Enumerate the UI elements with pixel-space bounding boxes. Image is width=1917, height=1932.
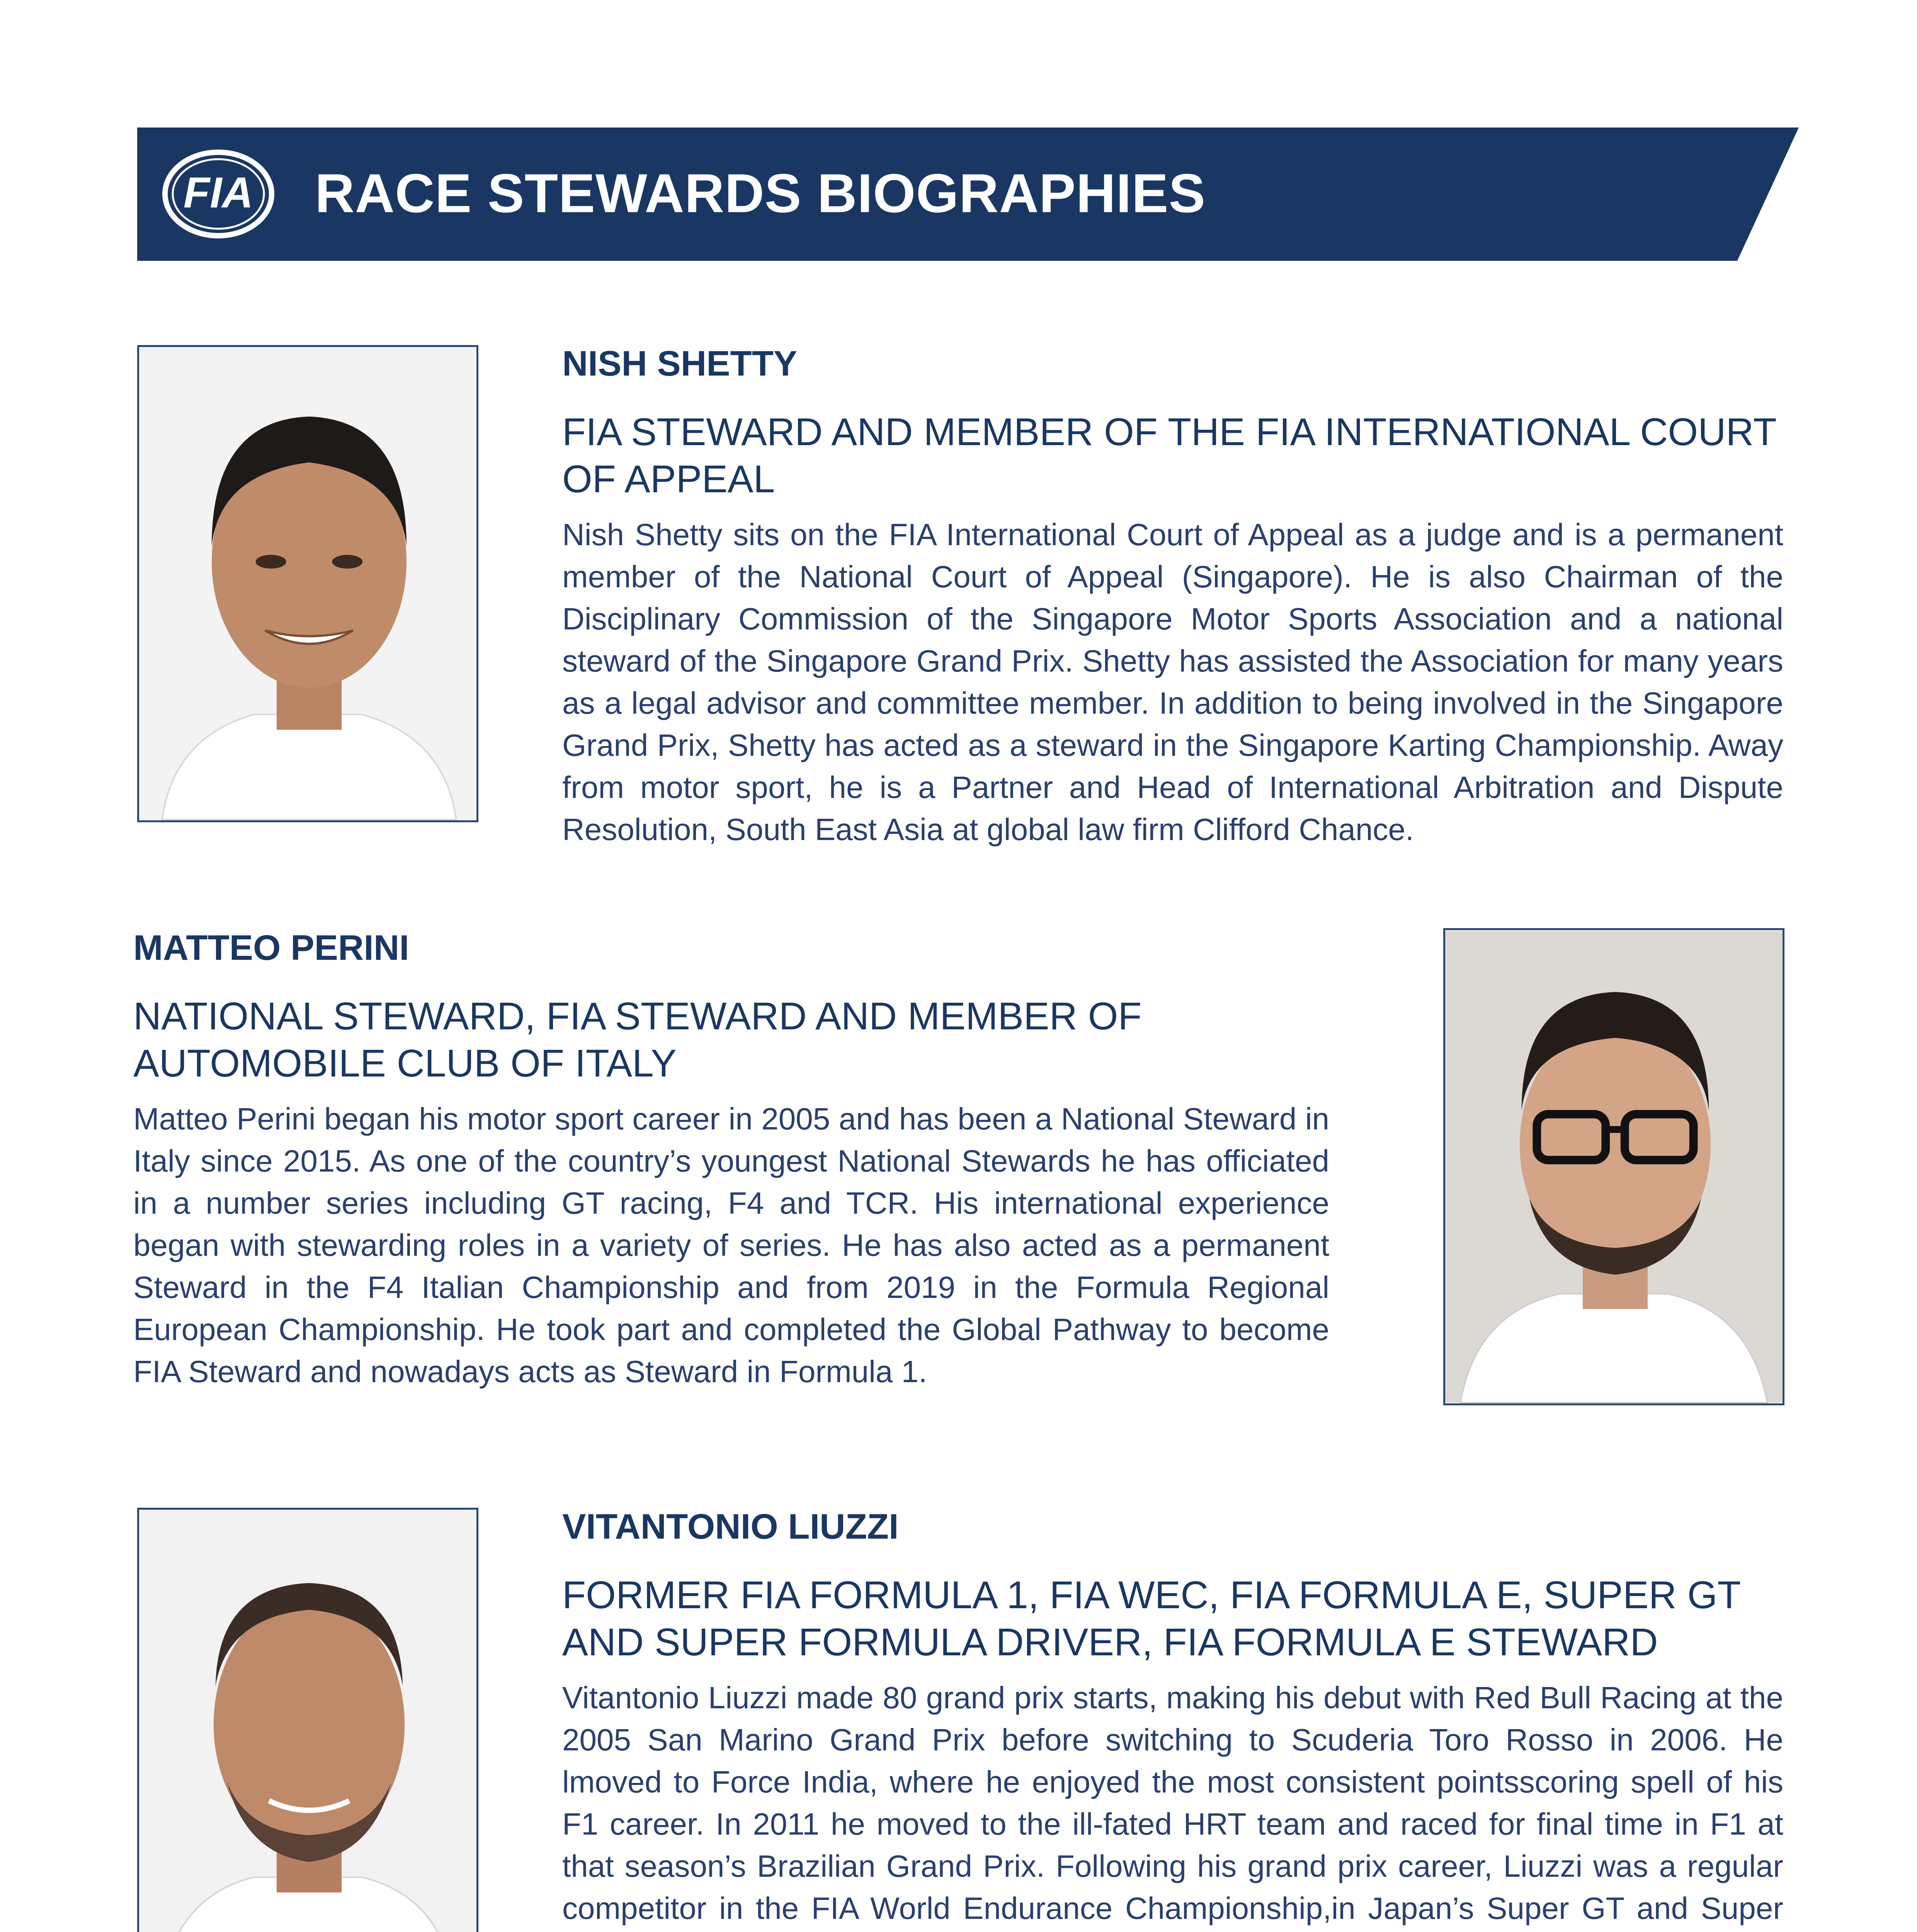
- steward-role: NATIONAL STEWARD, FIA STEWARD AND MEMBER OF AUTOMOBILE CLUB OF ITALY: [133, 995, 1142, 1085]
- fia-logo: [162, 149, 274, 240]
- steward-bio: Vitantonio Liuzzi made 80 grand prix starts, making his debut with Red Bull Racing at the 2005 San Marino Grand Prix before switching to Scuderia Toro Rosso in 2006. He lmoved to Force India, where he enjoyed the most consistent pointsscoring spell of his F1 career. In 2011 he moved to the ill-fated HRT team and raced for final time in F1 at that season’s Brazilian Grand Prix. Following his grand prix career, Liuzzi was a regular competitor in the FIA World Endurance Championship,in Japan’s Super GT and Super: [562, 1680, 1783, 1925]
- steward-card-3: [562, 1509, 1783, 1932]
- steward-card-2: [133, 930, 1329, 1393]
- steward-bio: Nish Shetty sits on the FIA International Court of Appeal as a judge and is a permanent member of the National Court of Appeal (Singapore). He is also Chairman of the Disciplinary Commission of the Singapore Motor Sports Association and a national steward of the Singapore Grand Prix. Shetty has assisted the Association for many years as a legal advisor and committee member. In addition to being involved in the Singapore Grand Prix, Shetty has acted as a steward in the Singapore Karting Championship. Away from motor sport, he is a Partner and Head of International Arbitration and Dispute Resolution, South East Asia at global law firm Clifford Chance.: [562, 517, 1783, 847]
- portrait-vitantonio-liuzzi: [137, 1508, 478, 1932]
- steward-name: MATTEO PERINI: [133, 928, 409, 968]
- steward-name: NISH SHETTY: [562, 344, 798, 383]
- steward-name: VITANTONIO LIUZZI: [562, 1507, 899, 1546]
- portrait-nish-shetty: [137, 345, 478, 822]
- steward-bio: Matteo Perini began his motor sport career in 2005 and has been a National Steward in Italy since 2015. As one of the country’s youngest National Stewards he has officiated in a number series including GT racing, F4 and TCR. His international experience began with stewarding roles in a variety of series. He has also acted as a permanent Steward in the F4 Italian Championship and from 2019 in the Formula Regional European Championship. He took part and completed the Global Pathway to become FIA Steward and nowadays acts as Steward in Formula 1.: [133, 1102, 1329, 1389]
- logo-text: FIA: [183, 168, 253, 217]
- steward-role: FORMER FIA FORMULA 1, FIA WEC, FIA FORMULA E, SUPER GT AND SUPER FORMULA DRIVER, FIA FORMULA E STEWARD: [562, 1573, 1740, 1664]
- steward-card-1: [562, 346, 1783, 850]
- steward-role: FIA STEWARD AND MEMBER OF THE FIA INTERNATIONAL COURT OF APPEAL: [562, 410, 1776, 501]
- page-title: RACE STEWARDS BIOGRAPHIES: [315, 163, 1206, 224]
- portrait-matteo-perini: [1443, 928, 1784, 1405]
